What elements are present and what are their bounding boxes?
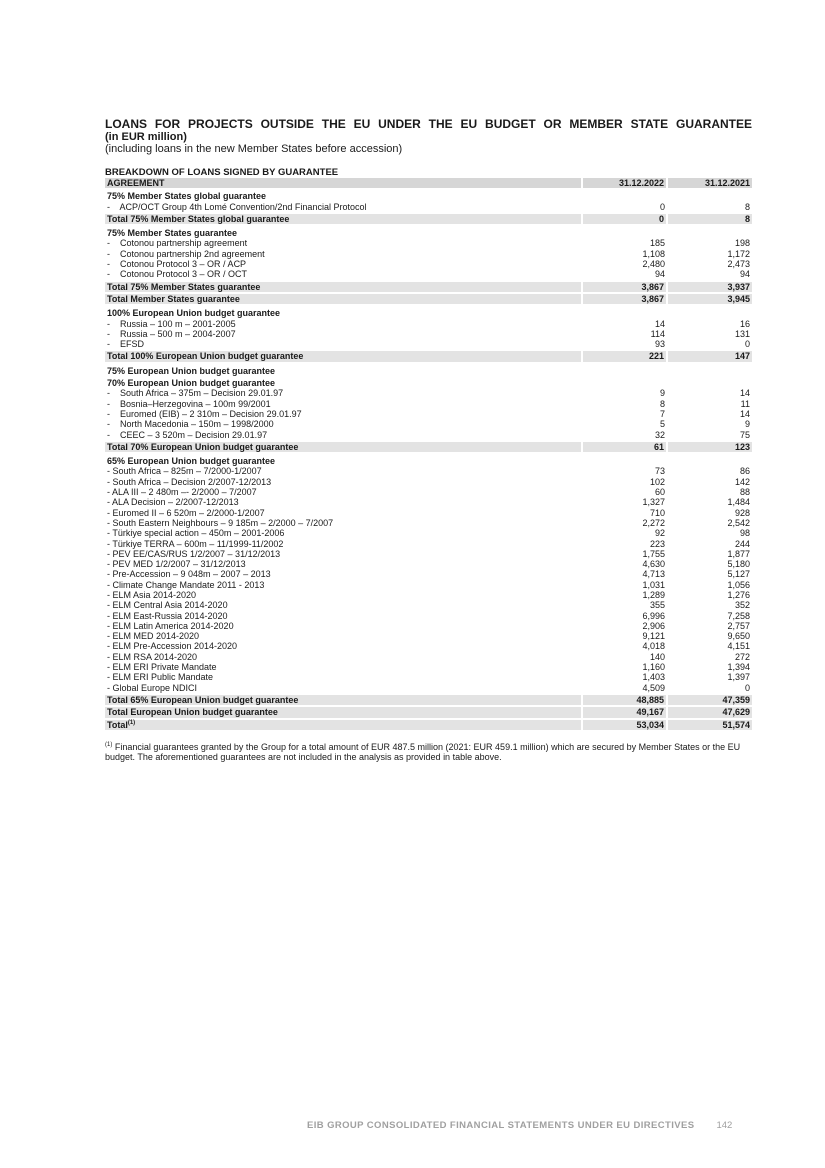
value-2022: 5	[659, 419, 665, 430]
row-label-text: - Russia – 500 m – 2004-2007	[107, 328, 236, 339]
row-label	[105, 508, 582, 518]
row-label-text: - ELM Pre-Accession 2014-2020	[107, 641, 238, 652]
table-row	[105, 528, 752, 538]
value-2022: 2,272	[642, 517, 665, 528]
value-2022: 4,018	[642, 641, 665, 652]
value-2022: 2,906	[642, 620, 665, 631]
row-label-text: - ELM Central Asia 2014-2020	[107, 600, 228, 611]
value-2022	[582, 376, 667, 388]
row-label	[105, 305, 582, 318]
row-label	[105, 238, 582, 248]
row-label-text: - South Africa – Decision 2/2007-12/2013	[107, 476, 272, 487]
table-row	[105, 621, 752, 631]
value-2021: 1,394	[727, 662, 750, 673]
row-label	[105, 600, 582, 610]
value-2021: 5,127	[727, 569, 750, 580]
row-label	[105, 641, 582, 651]
value-2021	[667, 189, 752, 202]
table-row	[105, 600, 752, 610]
row-label-text: 75% European Union budget guarantee	[107, 365, 276, 376]
value-2022: 73	[654, 466, 665, 477]
total-row	[105, 213, 752, 225]
total-row	[105, 281, 752, 293]
row-label-text: Total 75% Member States guarantee	[107, 281, 261, 292]
row-label	[105, 611, 582, 621]
value-2022: 0	[659, 201, 665, 212]
value-2022: 94	[654, 269, 665, 280]
row-label	[105, 202, 582, 213]
total-row	[105, 694, 752, 706]
value-2022: 3,867	[582, 281, 667, 293]
value-2022: 1,327	[642, 497, 665, 508]
value-2022: 32	[654, 429, 665, 440]
value-2021: 352	[734, 600, 750, 611]
table-row	[105, 559, 752, 569]
value-2021: 198	[734, 238, 750, 249]
row-label-text: Total European Union budget guarantee	[107, 707, 278, 718]
row-label-text: - ELM ERI Public Mandate	[107, 672, 214, 683]
row-label-text: - North Macedonia – 150m – 1998/2000	[107, 419, 274, 430]
value-2021	[667, 363, 752, 376]
row-label	[105, 388, 582, 398]
row-label-text: - ELM East-Russia 2014-2020	[107, 610, 228, 621]
table-row	[105, 399, 752, 409]
row-label-text: - CEEC – 3 520m – Decision 29.01.97	[107, 429, 268, 440]
row-label	[105, 350, 582, 362]
row-label	[105, 719, 582, 731]
value-2022: 114	[650, 328, 665, 339]
row-label	[105, 430, 582, 441]
value-2022: 9,121	[642, 631, 665, 642]
value-2022: 9	[659, 388, 665, 399]
value-2021: 123	[667, 441, 752, 453]
value-2021: 16	[739, 318, 750, 329]
table-row	[105, 497, 752, 507]
table-row	[105, 430, 752, 441]
value-2021: 1,484	[727, 497, 750, 508]
row-label-text: - EFSD	[107, 339, 145, 350]
row-label	[105, 293, 582, 305]
value-2022: 1,160	[642, 662, 665, 673]
value-2021	[667, 453, 752, 466]
value-2021: 1,276	[727, 589, 750, 600]
value-2022: 1,289	[642, 589, 665, 600]
row-label-text: - Pre-Accession – 9 048m – 2007 – 2013	[107, 569, 271, 580]
table-row	[105, 419, 752, 429]
value-2022: 60	[654, 487, 665, 498]
row-label-text: - ACP/OCT Group 4th Lomé Convention/2nd Financial Protocol	[107, 201, 367, 212]
row-label-text: - Climate Change Mandate 2011 - 2013	[107, 579, 265, 590]
value-2022: 1,755	[642, 548, 665, 559]
value-2022: 221	[582, 350, 667, 362]
page-footer	[307, 1120, 732, 1131]
value-2022: 3,867	[582, 293, 667, 305]
row-label	[105, 683, 582, 694]
row-label-text: - Global Europe NDICI	[107, 682, 198, 693]
row-label-text: - South Africa – 375m – Decision 29.01.97	[107, 388, 284, 399]
value-2021: 47,359	[667, 694, 752, 706]
value-2021: 47,629	[667, 706, 752, 718]
value-2021: 928	[734, 507, 750, 518]
table-row	[105, 662, 752, 672]
value-2022: 61	[582, 441, 667, 453]
table-row	[105, 631, 752, 641]
section-row	[105, 225, 752, 238]
value-2022: 4,630	[642, 559, 665, 570]
row-label-text: Total	[107, 719, 128, 730]
value-2021: 14	[739, 408, 750, 419]
table-row	[105, 508, 752, 518]
page-subtitle: (including loans in the new Member States before accession)	[105, 143, 403, 155]
row-label	[105, 631, 582, 641]
breakdown-title: BREAKDOWN OF LOANS SIGNED BY GUARANTEE	[105, 167, 339, 178]
row-label	[105, 376, 582, 388]
value-2021: 51,574	[667, 719, 752, 731]
value-2022: 4,509	[642, 682, 665, 693]
value-2022: 355	[649, 600, 665, 611]
row-label	[105, 621, 582, 631]
row-label-text: 70% European Union budget guarantee	[107, 378, 276, 389]
value-2021: 7,258	[727, 610, 750, 621]
row-label-text: - Bosnia–Herzegovina – 100m 99/2001	[107, 398, 271, 409]
row-label	[105, 694, 582, 706]
row-label-text: - Cotonou partnership 2nd agreement	[107, 248, 265, 259]
row-label-text: 100% European Union budget guarantee	[107, 308, 281, 319]
row-label	[105, 477, 582, 487]
total-row	[105, 706, 752, 718]
value-2021: 3,937	[667, 281, 752, 293]
section-row	[105, 453, 752, 466]
row-label-text: 75% Member States guarantee	[107, 228, 238, 239]
total-row	[105, 350, 752, 362]
table-row	[105, 683, 752, 694]
value-2021: 75	[739, 429, 750, 440]
table-row	[105, 329, 752, 339]
table-row	[105, 409, 752, 419]
table-row	[105, 466, 752, 476]
value-2021: 2,757	[727, 620, 750, 631]
table-row	[105, 269, 752, 280]
value-2022: 1,031	[642, 579, 665, 590]
row-label	[105, 559, 582, 569]
row-label	[105, 528, 582, 538]
table-row	[105, 672, 752, 682]
page-number: 142	[716, 1120, 733, 1131]
section-row	[105, 189, 752, 202]
value-2022: 2,480	[642, 259, 665, 270]
row-label	[105, 569, 582, 579]
value-2021: 244	[734, 538, 750, 549]
value-2022: 14	[654, 318, 665, 329]
row-label	[105, 453, 582, 466]
row-label-text: Total 65% European Union budget guarantee	[107, 694, 299, 705]
row-label-text: - PEV MED 1/2/2007 – 31/12/2013	[107, 559, 246, 570]
unit-label: (in EUR million)	[105, 131, 187, 143]
value-2022	[582, 189, 667, 202]
value-2022	[582, 225, 667, 238]
value-2022: 92	[654, 528, 665, 539]
table-header-row	[105, 178, 752, 189]
table-row	[105, 590, 752, 600]
table-row	[105, 319, 752, 329]
value-2021: 8	[744, 201, 750, 212]
value-2022	[582, 305, 667, 318]
table-row	[105, 202, 752, 213]
row-label	[105, 225, 582, 238]
value-2021: 98	[739, 528, 750, 539]
value-2021: 0	[744, 682, 750, 693]
row-label-text: - ELM MED 2014-2020	[107, 631, 200, 642]
row-label-text: - Euromed (EIB) – 2 310m – Decision 29.01.97	[107, 408, 302, 419]
table-row	[105, 477, 752, 487]
row-label-text: - Cotonou partnership agreement	[107, 238, 248, 249]
table-row	[105, 339, 752, 350]
footnote	[105, 742, 752, 763]
row-label	[105, 466, 582, 476]
value-2021: 4,151	[727, 641, 750, 652]
value-2022: 140	[649, 651, 665, 662]
row-label	[105, 213, 582, 225]
section-row	[105, 305, 752, 318]
row-label	[105, 590, 582, 600]
value-2022	[582, 363, 667, 376]
row-label	[105, 706, 582, 718]
row-label-text: - ELM Latin America 2014-2020	[107, 620, 234, 631]
value-2021	[667, 225, 752, 238]
guarantee-table	[105, 178, 752, 732]
value-2021: 88	[739, 487, 750, 498]
row-label	[105, 652, 582, 662]
value-2021	[667, 305, 752, 318]
table-row	[105, 641, 752, 651]
value-2022: 4,713	[642, 569, 665, 580]
table-row	[105, 539, 752, 549]
value-2022: 102	[649, 476, 665, 487]
table-body	[105, 189, 752, 731]
row-label-text: - ELM RSA 2014-2020	[107, 651, 198, 662]
row-label	[105, 518, 582, 528]
value-2021: 1,397	[727, 672, 750, 683]
row-label-text: - Cotonou Protocol 3 – OR / OCT	[107, 269, 248, 280]
value-2022: 1,108	[642, 248, 665, 259]
value-2021: 94	[739, 269, 750, 280]
row-label-text: - PEV EE/CAS/RUS 1/2/2007 – 31/12/2013	[107, 548, 281, 559]
value-2021: 9,650	[727, 631, 750, 642]
row-label	[105, 399, 582, 409]
row-label	[105, 319, 582, 329]
row-label-text: Total Member States guarantee	[107, 293, 240, 304]
row-label-text: - South Eastern Neighbours – 9 185m – 2/2000 – 7/2007	[107, 517, 334, 528]
value-2021: 8	[667, 213, 752, 225]
table-row	[105, 259, 752, 269]
value-2022: 0	[582, 213, 667, 225]
table-row	[105, 580, 752, 590]
row-label	[105, 259, 582, 269]
row-label	[105, 329, 582, 339]
row-label-text: - South Africa – 825m – 7/2000-1/2007	[107, 466, 262, 477]
value-2021	[667, 376, 752, 388]
row-label	[105, 539, 582, 549]
row-label-text: Total 70% European Union budget guarantee	[107, 441, 299, 452]
row-label-text: - ELM Asia 2014-2020	[107, 589, 197, 600]
row-label-text: - Türkiye TERRA – 600m – 11/1999-11/2002	[107, 538, 284, 549]
row-label-text: - Türkiye special action – 450m – 2001-2006	[107, 528, 285, 539]
row-label-text: 75% Member States global guarantee	[107, 191, 267, 202]
row-label	[105, 419, 582, 429]
row-label-text: 65% European Union budget guarantee	[107, 456, 276, 467]
row-label	[105, 672, 582, 682]
value-2022: 6,996	[642, 610, 665, 621]
total-row	[105, 441, 752, 453]
value-2022: 49,167	[582, 706, 667, 718]
row-label-text: - Cotonou Protocol 3 – OR / ACP	[107, 259, 247, 270]
page-content	[105, 118, 752, 763]
value-2022	[582, 453, 667, 466]
total-row	[105, 719, 752, 731]
value-2022: 710	[649, 507, 665, 518]
value-2021: 1,172	[727, 248, 750, 259]
row-label-text: - ALA III – 2 480m –- 2/2000 – 7/2007	[107, 487, 257, 498]
value-2022: 53,034	[582, 719, 667, 731]
table-row	[105, 388, 752, 398]
section-row	[105, 376, 752, 388]
row-label	[105, 487, 582, 497]
row-label	[105, 249, 582, 259]
row-label-text: Total 75% Member States global guarantee	[107, 213, 290, 224]
section-row	[105, 363, 752, 376]
value-2021: 3,945	[667, 293, 752, 305]
row-label	[105, 409, 582, 419]
header-2022: 31.12.2022	[582, 178, 667, 189]
value-2022: 185	[649, 238, 665, 249]
value-2021: 9	[744, 419, 750, 430]
table-row	[105, 518, 752, 528]
row-label	[105, 662, 582, 672]
value-2021: 272	[734, 651, 750, 662]
footnote-marker: (1)	[105, 741, 113, 748]
value-2021: 0	[744, 339, 750, 350]
value-2021: 1,877	[727, 548, 750, 559]
page-title: LOANS FOR PROJECTS OUTSIDE THE EU UNDER THE EU BUDGET OR MEMBER STATE GUARANTEE	[105, 117, 752, 131]
value-2021: 2,542	[727, 517, 750, 528]
table-row	[105, 487, 752, 497]
value-2021: 86	[739, 466, 750, 477]
value-2021: 142	[734, 476, 750, 487]
table-row	[105, 611, 752, 621]
value-2021: 131	[734, 328, 750, 339]
row-label-text: - ELM ERI Private Mandate	[107, 662, 217, 673]
row-label	[105, 580, 582, 590]
row-label	[105, 441, 582, 453]
table-row	[105, 652, 752, 662]
row-label	[105, 269, 582, 280]
row-label	[105, 281, 582, 293]
row-label	[105, 189, 582, 202]
footnote-ref: (1)	[127, 719, 136, 726]
value-2022: 8	[659, 398, 665, 409]
row-label	[105, 339, 582, 350]
table-row	[105, 249, 752, 259]
row-label-text: - ALA Decision – 2/2007-12/2013	[107, 497, 239, 508]
footer-text: EIB GROUP CONSOLIDATED FINANCIAL STATEMENTS UNDER EU DIRECTIVES	[307, 1120, 695, 1131]
value-2022: 1,403	[642, 672, 665, 683]
value-2022: 48,885	[582, 694, 667, 706]
value-2021: 14	[739, 388, 750, 399]
value-2021: 5,180	[727, 559, 750, 570]
value-2022: 7	[659, 408, 665, 419]
value-2021: 11	[740, 398, 750, 409]
value-2022: 223	[649, 538, 665, 549]
table-row	[105, 549, 752, 559]
row-label	[105, 549, 582, 559]
total-row	[105, 293, 752, 305]
table-row	[105, 569, 752, 579]
row-label-text: - Russia – 100 m – 2001-2005	[107, 318, 236, 329]
row-label	[105, 363, 582, 376]
header-agreement: AGREEMENT	[105, 178, 582, 189]
table-row	[105, 238, 752, 248]
value-2022: 93	[654, 339, 665, 350]
value-2021: 147	[667, 350, 752, 362]
footnote-text: Financial guarantees granted by the Group for a total amount of EUR 487.5 million (2021: EUR 459.1 million) which are secured by Member States or the EU budget. The aforementioned guarantees are not included in the analysis as provided in table above.	[105, 741, 741, 763]
row-label-text: - Euromed II – 6 520m – 2/2000-1/2007	[107, 507, 265, 518]
value-2021: 1,056	[727, 579, 750, 590]
row-label-text: Total 100% European Union budget guarantee	[107, 351, 304, 362]
header-2021: 31.12.2021	[667, 178, 752, 189]
row-label	[105, 497, 582, 507]
value-2021: 2,473	[727, 259, 750, 270]
